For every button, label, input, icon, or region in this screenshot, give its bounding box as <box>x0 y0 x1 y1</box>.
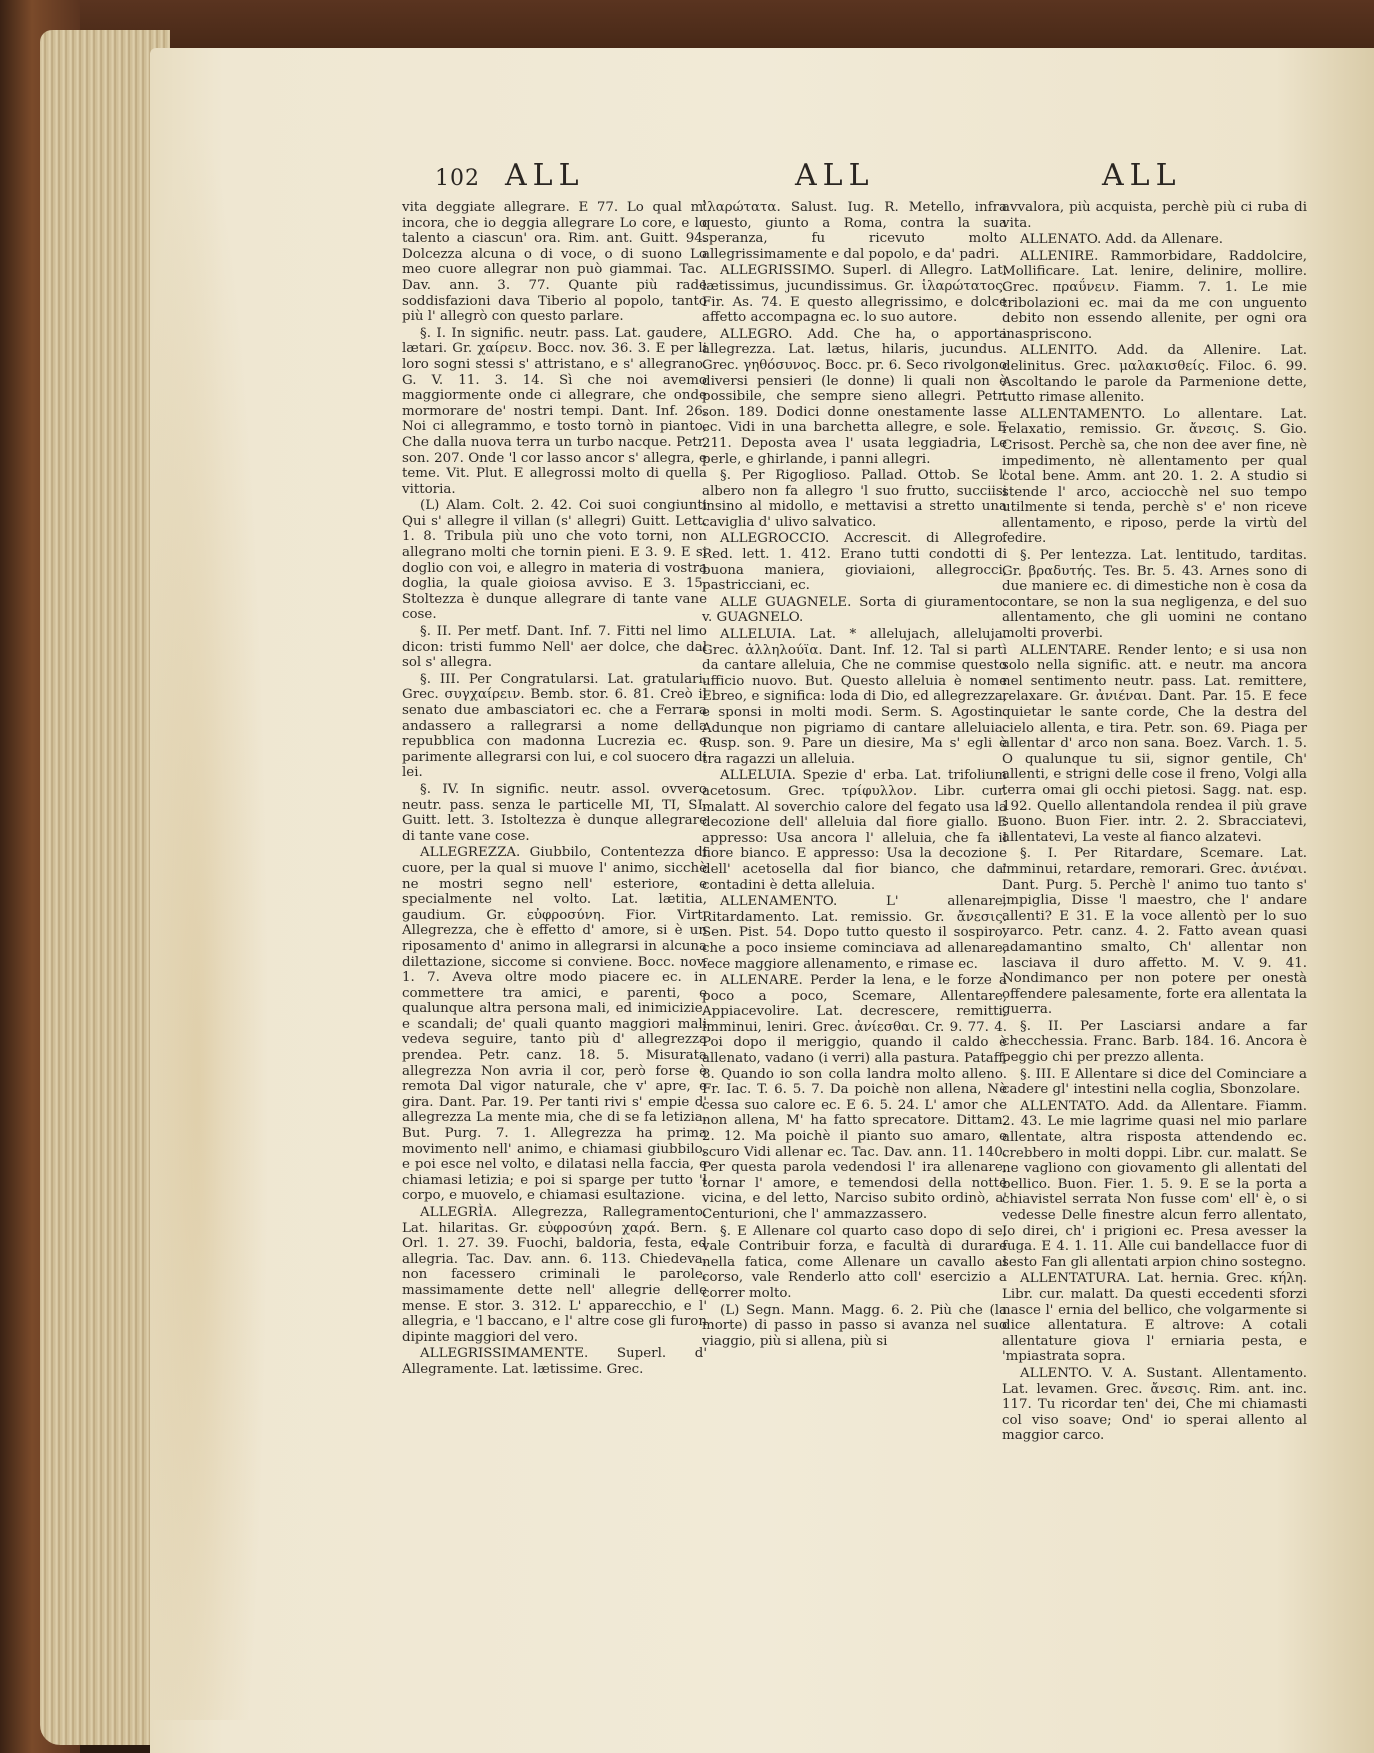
text-column-3 <box>1002 200 1307 1445</box>
entry-paragraph: ALLEGRO. Add. Che ha, o apporta allegrezza. Lat. lætus, hilaris, jucundus. Grec. γηθόσυνος. Bocc. pr. 6. Seco rivolgono diversi pensieri (le donne) li quali non è possibile, che sempre sieno allegri. Petr. son. 189. Dodici donne onestamente lasse ec. Vidi in una barchetta allegre, e sole. E 211. Deposta avea l' usata leggiadria, Le perle, e ghirlande, i panni allegri. <box>702 326 1007 467</box>
running-head-left: ALL <box>505 158 585 193</box>
page-number: 102 <box>435 166 480 191</box>
entry-paragraph: ALLENAMENTO. L' allenare, Ritardamento. Lat. remissio. Gr. ἄνεσις. Sen. Pist. 54. Dopo tutto questo il sospiro, che a poco insieme cominciava ad allenare, fece maggiore allenamento, e rimase ec. <box>702 894 1007 972</box>
entry-paragraph: §. Per Rigoglioso. Pallad. Ottob. Se l' albero non fa allegro 'l suo frutto, succiisi insino al midollo, e mettavisi a stretto una caviglia d' ulivo salvatico. <box>702 468 1007 530</box>
entry-paragraph: §. I. In signific. neutr. pass. Lat. gaudere, lætari. Gr. χαίρειν. Bocc. nov. 36. 3. E per li loro sogni stessi s' attristano, e s' allegrano. G. V. 11. 3. 14. Sì che noi avemo maggiormente onde ci allegrare, che onde mormorare de' nostri tempi. Dant. Inf. 26. Noi ci allegrammo, e tosto tornò in pianto, Che dalla nuova terra un turbo nacque. Petr. son. 207. Onde 'l cor lasso ancor s' allegra, e teme. Vit. Plut. E allegrossi molto di quella vittoria. <box>402 325 707 497</box>
entry-paragraph: ALLENARE. Perder la lena, e le forze a poco a poco, Scemare, Allentare, Appiacevolire. Lat. decrescere, remitti, imminui, leniri. Grec. ἀνίεσθαι. Cr. 9. 77. 4. Poi dopo il meriggio, quando il caldo è allenato, vadano (i verri) alla pastura. Pataff. 8. Quando io son colla landra molto alleno. Fr. Iac. T. 6. 5. 7. Da poichè non allena, Nè cessa suo calore ec. E 6. 5. 24. L' amor che non allena, M' ha fatto sprecatore. Dittam. 2. 12. Ma poichè il pianto suo amaro, e scuro Vidi allenar ec. Tac. Dav. ann. 11. 140. Per questa parola vedendosi l' ira allenare, tornar l' amore, e temendosi della notte vicina, e del letto, Narciso subito ordinò, a' Centurioni, che l' ammazzassero. <box>702 973 1007 1222</box>
running-head-center: ALL <box>795 158 875 193</box>
entry-paragraph: ALLEGREZZA. Giubbilo, Contentezza di cuore, per la qual si muove l' animo, sicchè ne mostri segno nell' esteriore, e specialmente nel volto. Lat. lætitia, gaudium. Gr. εὐφροσύνη. Fior. Virt. Allegrezza, che è effetto d' amore, si è un riposamento d' animo in allegrarsi in alcuna dilettazione, siccome si conviene. Bocc. nov. 1. 7. Aveva oltre modo piacere ec. in commettere tra amici, e parenti, e qualunque altra persona mali, ed inimicizie, e scandali; de' quali quanto maggiori mali vedeva seguire, tanto più d' allegrezza prendea. Petr. canz. 18. 5. Misurata allegrezza Non avria il cor, però forse è remota Dal vigor naturale, che v' apre, e gira. Dant. Par. 19. Per tanti rivi s' empie d' allegrezza La mente mia, che di se fa letizia. But. Purg. 7. 1. Allegrezza ha prima movimento nell' animo, e chiamasi giubbilo, e poi esce nel volto, e dilatasi nella faccia, e chiamasi letizia; e poi si sparge per tutto 'l corpo, e muovelo, e chiamasi esultazione. <box>402 845 707 1204</box>
entry-paragraph: (L) Alam. Colt. 2. 42. Coi suoi congiunti Qui s' allegre il villan (s' allegri) Guitt. Lett. 1. 8. Tribula più uno che voto torni, non allegrano molti che tornin pieni. E 3. 9. E si doglio con voi, e allegro in materia di vostra doglia, la quale gioiosa avviso. E 3. 15. Stoltezza è dunque allegrare di tante vane cose. <box>402 498 707 623</box>
page-header <box>0 158 1374 198</box>
age-stain <box>150 120 270 1720</box>
entry-paragraph: avvalora, più acquista, perchè più ci ruba di vita. <box>1002 200 1307 231</box>
entry-paragraph: §. III. Per Congratularsi. Lat. gratulari. Grec. συγχαίρειν. Bemb. stor. 6. 81. Creò il senato due ambasciatori ec. che a Ferrara andassero a rallegrarsi a nome della repubblica con madonna Lucrezia ec. e parimente allegrarsi con lui, e col suocero di lei. <box>402 671 707 781</box>
entry-paragraph: ALLEGROCCIO. Accrescit. di Allegro. Red. lett. 1. 412. Erano tutti condotti di buona maniera, gioviaioni, allegrocci, pastricciani, ec. <box>702 531 1007 594</box>
running-head-right: ALL <box>1102 158 1182 193</box>
entry-paragraph: ALLE GUAGNELE. Sorta di giuramento. v. GUAGNELO. <box>702 594 1007 626</box>
entry-paragraph: §. Per lentezza. Lat. lentitudo, tarditas. Gr. βραδυτής. Tes. Br. 5. 43. Arnes sono di due maniere ec. di dimestiche non è cosa da contare, se non la sua negligenza, e del suo allentamento, che gli uomini ne contano molti proverbi. <box>1002 548 1307 642</box>
entry-paragraph: ALLENATO. Add. da Allenare. <box>1020 232 1224 248</box>
entry-paragraph: §. E Allenare col quarto caso dopo di se, vale Contribuir forza, e facultà di durare nella fatica, come Allenare un cavallo al corso, vale Renderlo atto coll' esercizio a correr molto. <box>702 1223 1007 1301</box>
entry-paragraph: ALLEGRISSIMO. Superl. di Allegro. Lat. lætissimus, jucundissimus. Gr. ἱλαρώτατος. Fir. As. 74. E questo allegrissimo, e dolce affetto accompagna ec. lo suo autore. <box>702 263 1007 326</box>
entry-paragraph: ALLENITO. Add. da Allenire. Lat. delinitus. Grec. μαλακισθείς. Filoc. 6. 99. Ascoltando le parole da Parmenione dette, tutto rimase allenito. <box>1002 343 1307 406</box>
text-column-2 <box>702 200 1007 1350</box>
entry-paragraph: ALLEGRÌA. Allegrezza, Rallegramento. Lat. hilaritas. Gr. εὐφροσύνη χαρά. Bern. Orl. 1. 27. 39. Fuochi, baldoria, festa, ed allegria. Tac. Dav. ann. 6. 113. Chiedeva, non facessero criminali le parole, massimamente dette nell' allegrie delle mense. E stor. 3. 312. L' apparecchio, e l' allegria, e 'l baccano, e l' altre cose gli furon dipinte maggiori del vero. <box>402 1205 707 1345</box>
entry-paragraph: vita deggiate allegrare. E 77. Lo qual m' incora, che io deggia allegrare Lo core, e lo talento a ciascun' ora. Rim. ant. Guitt. 94. Dolcezza alcuna o di voce, o di suono Lo meo cuore allegrar non può giammai. Tac. Dav. ann. 3. 77. Quante più rade soddisfazioni dava Tiberio al popolo, tanto più l' allegrò con questo parlare. <box>402 200 707 325</box>
entry-paragraph: §. I. Per Ritardare, Scemare. Lat. imminui, retardare, remorari. Grec. ἀνιέναι. Dant. Purg. 5. Perchè l' animo tuo tanto s' impiglia, Disse 'l maestro, che l' andare allenti? E 31. E la voce allentò per lo suo varco. Petr. canz. 4. 2. Fatto avean quasi adamantino smalto, Ch' allentar non lasciava il duro affetto. M. V. 9. 41. Nondimanco per non potere per onestà offendere palesamente, forte era allentata la guerra. <box>1002 846 1307 1018</box>
entry-paragraph: ALLELUIA. Spezie d' erba. Lat. trifolium acetosum. Grec. τρίφυλλον. Libr. cur. malatt. Al soverchio calore del fegato usa la decozione dell' alleluia dal fiore giallo. E appresso: Usa ancora l' alleluia, che fa il fiore bianco. E appresso: Usa la decozione dell' acetosella dal fior bianco, che da' contadini è detta alleluia. <box>702 768 1007 893</box>
entry-paragraph: ALLENTARE. Render lento; e si usa non solo nella signific. att. e neutr. ma ancora nel sentimento neutr. pass. Lat. remittere, relaxare. Gr. ἀνιέναι. Dant. Par. 15. E fece quietar le sante corde, Che la destra del cielo allenta, e tira. Petr. son. 69. Piaga per allentar d' arco non sana. Boez. Varch. 1. 5. O qualunque tu sii, signor gentile, Ch' allenti, e strigni delle cose il freno, Volgi alla terra omai gli occhi pietosi. Sagg. nat. esp. 192. Quello allentandola rendea il più grave suono. Buon Fier. intr. 2. 2. Sbracciatevi, allentatevi, La veste al fianco alzatevi. <box>1002 642 1307 845</box>
entry-paragraph: §. II. Per metf. Dant. Inf. 7. Fitti nel limo dicon: tristi fummo Nell' aer dolce, che dal sol s' allegra. <box>402 624 707 671</box>
entry-paragraph: §. IV. In signific. neutr. assol. ovvero neutr. pass. senza le particelle MI, TI, SI. Guitt. lett. 3. Istoltezza è dunque allegrare di tante vane cose. <box>402 781 707 844</box>
text-column-1 <box>402 200 707 1379</box>
entry-paragraph: ALLENTO. V. A. Sustant. Allentamento. Lat. levamen. Grec. ἄνεσις. Rim. ant. inc. 117. Tu ricordar ten' dei, Che mi chiamasti col viso soave; Ond' io sperai allento al maggior carco. <box>1002 1365 1307 1444</box>
entry-paragraph: ALLENTATO. Add. da Allentare. Fiamm. 2. 43. Le mie lagrime quasi nel mio parlare allentate, altra risposta attendendo ec. crebbero in molti doppi. Libr. cur. malatt. Se ne vagliono con giovamento gli allentati del bellico. Buon. Fier. 1. 5. 9. E se la porta a chiavistel serrata Non fusse com' ell' è, o si vedesse Delle finestre alcun ferro allentato, Io direi, ch' i prigioni ec. Presa avesser la fuga. E 4. 1. 11. Alle cui bandellacce fuor di sesto Fan gli allentati arpion chino sostegno. <box>1002 1098 1307 1270</box>
entry-paragraph: ALLENIRE. Rammorbidare, Raddolcire, Mollificare. Lat. lenire, delinire, mollire. Grec. πραΰνειν. Fiamm. 7. 1. Le mie tribolazioni ec. mai da me con unguento debito non essendo allenite, per ogni ora inaspriscono. <box>1002 248 1307 342</box>
entry-paragraph: ALLENTAMENTO. Lo allentare. Lat. relaxatio, remissio. Gr. ἄνεσις. S. Gio. Crisost. Perchè sa, che non dee aver fine, nè impedimento, nè allentamento per qual cotal bene. Amm. ant 20. 1. 2. A studio si stende l' arco, acciocchè nel suo tempo utilmente si tenda, perchè s' e' non riceve allentamento, e riposo, perde la virtù del fedire. <box>1002 406 1307 547</box>
entry-paragraph: (L) Segn. Mann. Magg. 6. 2. Più che (la morte) di passo in passo si avanza nel suo viaggio, più si allena, più si <box>702 1302 1007 1349</box>
entry-paragraph: §. III. E Allentare si dice del Cominciare a cadere gl' intestini nella coglia, Sbonzolare. <box>1002 1066 1307 1098</box>
entry-paragraph: ALLENTATURA. Lat. hernia. Grec. κήλη. Libr. cur. malatt. Da questi eccedenti sforzi nasce l' ernia del bellico, che volgarmente si dice allentatura. E altrove: A cotali allentature giova l' erniaria pesta, e 'mpiastrata sopra. <box>1002 1271 1307 1365</box>
entry-paragraph: §. II. Per Lasciarsi andare a far checchessia. Franc. Barb. 184. 16. Ancora è peggio chi per prezzo allenta. <box>1002 1018 1307 1066</box>
entry-paragraph: ALLEGRISSIMAMENTE. Superl. d' Allegramente. Lat. lætissime. Grec. <box>402 1346 707 1377</box>
entry-paragraph: ἱλαρώτατα. Salust. Iug. R. Metello, infra questo, giunto a Roma, contra la sua speranza, fu ricevuto molto allegrissimamente e dal popolo, e da' padri. <box>702 200 1007 262</box>
entry-paragraph: ALLELUIA. Lat. * allelujach, alleluja. Grec. ἀλληλούϊα. Dant. Inf. 12. Tal si partì da cantare alleluia, Che ne commise questo ufficio nuovo. But. Questo alleluia è nome Ebreo, e significa: loda di Dio, ed allegrezza, e sponsi in molti modi. Serm. S. Agostin. Adunque non pigriamo di cantare alleluia. Rusp. son. 9. Pare un diesire, Ma s' egli è tra ragazzi un alleluia. <box>702 627 1007 767</box>
